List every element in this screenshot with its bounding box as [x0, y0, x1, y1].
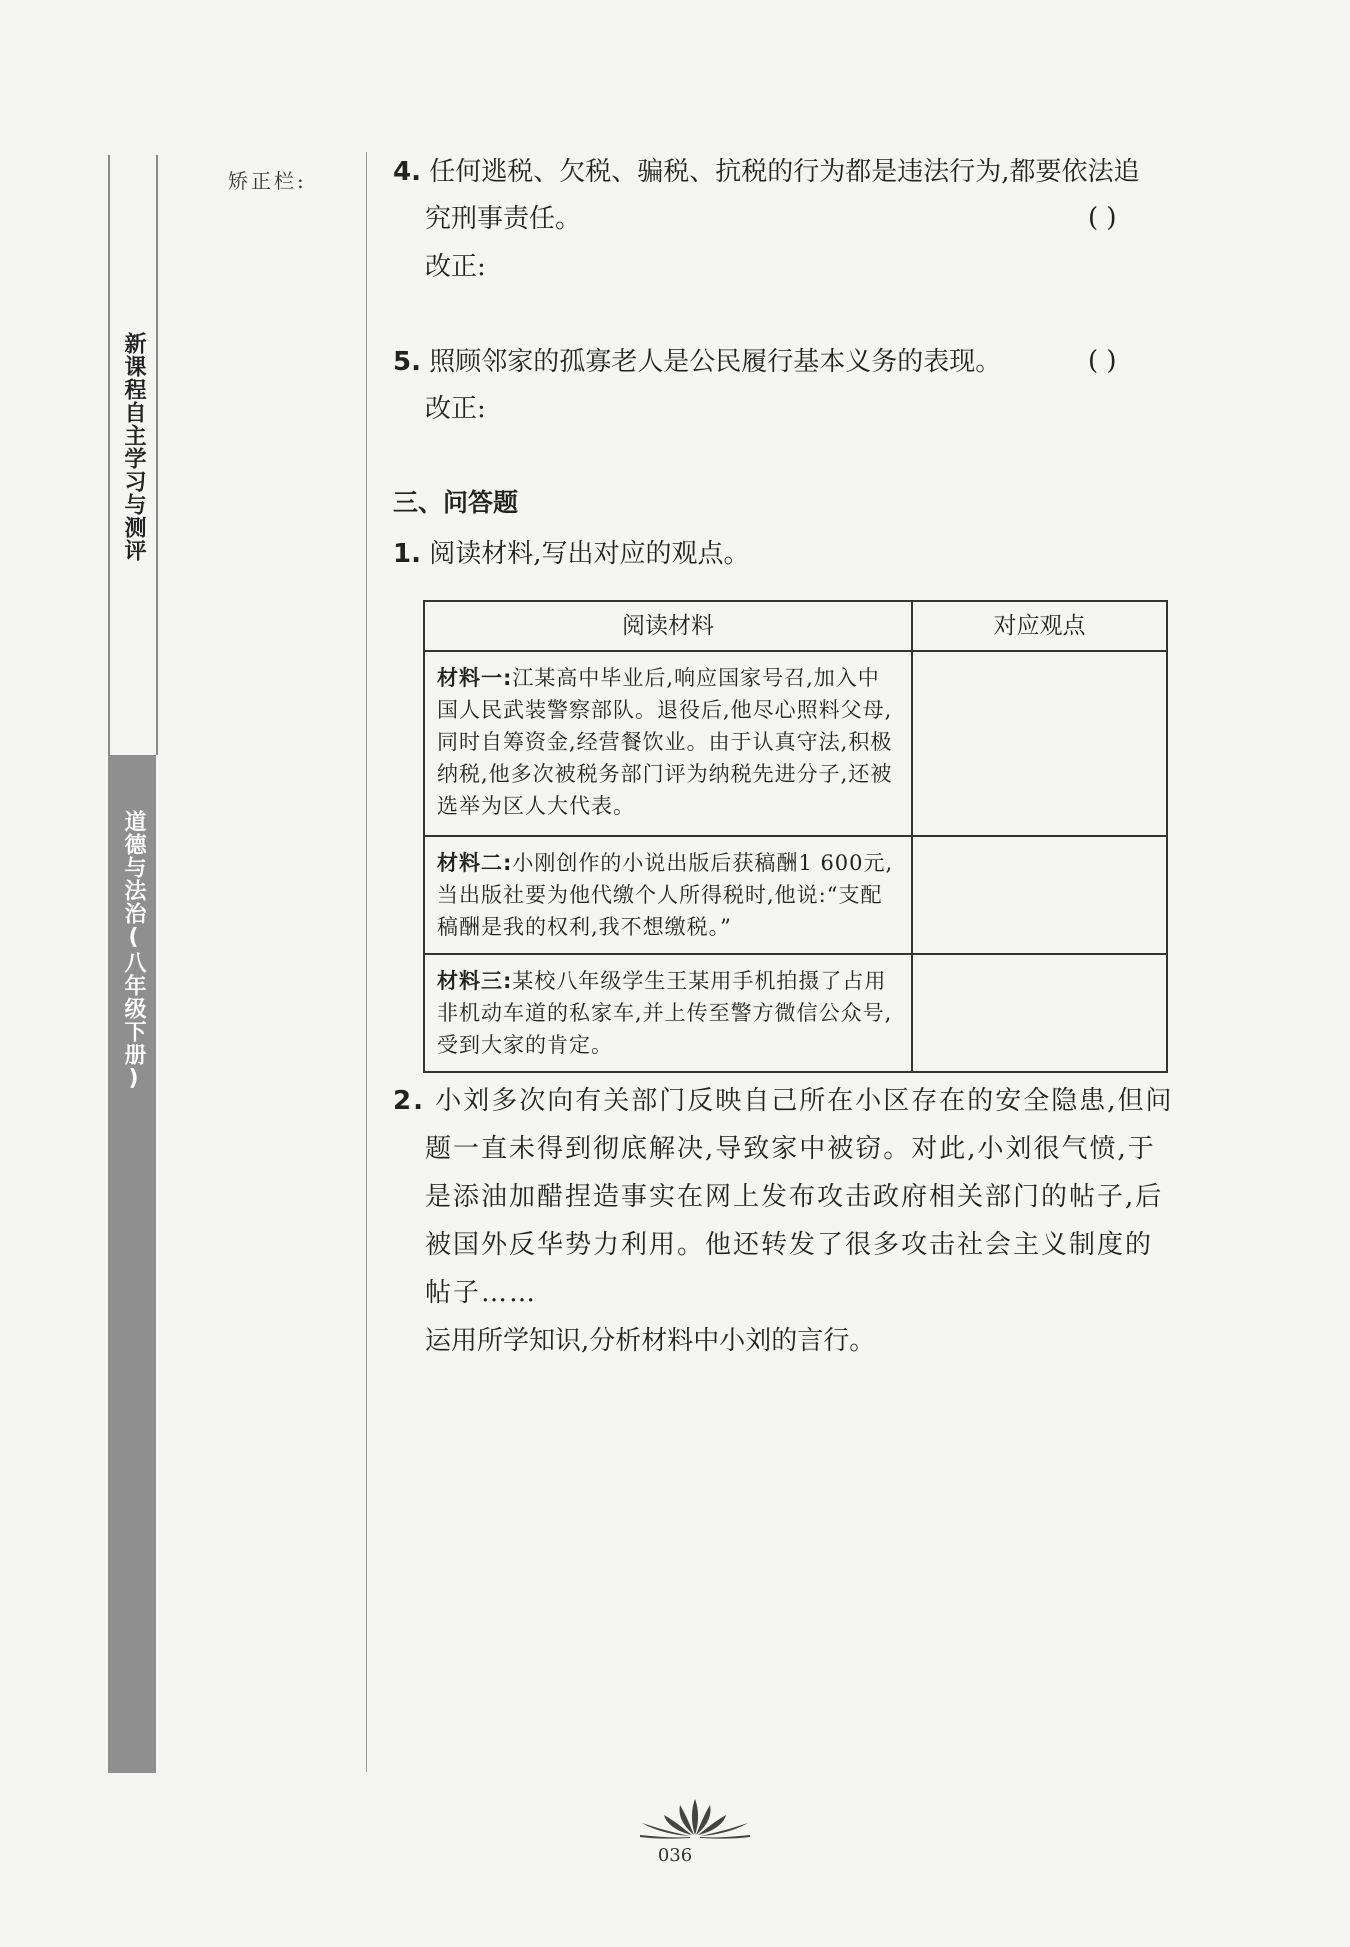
qa-2-line	[393, 1077, 1174, 1125]
header-corresponding-view: 对应观点	[912, 601, 1167, 651]
question-4-number: 4.	[393, 157, 421, 187]
question-5-text: 照顾邻家的孤寡老人是公民履行基本义务的表现。	[429, 347, 1002, 377]
series-title: 新课程自主学习与测评	[121, 332, 146, 562]
qa-1-number: 1.	[393, 539, 421, 569]
qa-1-text: 阅读材料,写出对应的观点。	[429, 539, 750, 569]
reading-material-table	[423, 600, 1168, 1073]
material-label: 材料三:	[437, 969, 513, 993]
material-text: 小刚创作的小说出版后获稿酬1 600元,当出版社要为他代缴个人所得税时,他说:“支配稿酬是我的权利,我不想缴税。”	[437, 851, 894, 939]
qa-2-line: 题一直未得到彻底解决,导致家中被窃。对此,小刘很气愤,于	[425, 1134, 1156, 1164]
answer-cell[interactable]	[912, 954, 1167, 1072]
material-cell	[424, 651, 912, 836]
material-text: 某校八年级学生王某用手机拍摄了占用非机动车道的私家车,并上传至警方微信公众号,受到大家的肯定。	[437, 969, 893, 1057]
question-4-correction: 改正:	[425, 252, 486, 282]
margin-divider	[366, 152, 367, 1772]
page-ornament-icon	[620, 1795, 770, 1840]
question-4-answer-blank[interactable]: ( )	[1088, 203, 1117, 233]
material-text: 江某高中毕业后,响应国家号召,加入中国人民武装警察部队。退役后,他尽心照料父母,同时自筹资金,经营餐饮业。由于认真守法,积极纳税,他多次被税务部门评为纳税先进分子,还被选举为区人大代表。	[437, 666, 893, 818]
qa-2-line: 被国外反华势力利用。他还转发了很多攻击社会主义制度的	[425, 1230, 1154, 1260]
qa-2	[393, 1077, 1174, 1365]
table-row	[424, 651, 1167, 836]
qa-1-prompt	[393, 530, 750, 578]
qa-2-line: 帖子……	[425, 1278, 538, 1308]
question-4-text: 任何逃税、欠税、骗税、抗税的行为都是违法行为,都要依法追	[429, 157, 1140, 187]
section-title: 三、问答题	[393, 488, 519, 517]
material-cell	[424, 836, 912, 954]
question-5-answer-blank[interactable]: ( )	[1088, 346, 1117, 376]
material-label: 材料二:	[437, 851, 513, 875]
qa-2-line: 是添油加醋捏造事实在网上发布攻击政府相关部门的帖子,后	[425, 1182, 1164, 1212]
page-number: 036	[657, 1845, 693, 1866]
question-5-correction: 改正:	[425, 394, 486, 424]
material-cell	[424, 954, 912, 1072]
table-row	[424, 954, 1167, 1072]
qa-2-task: 运用所学知识,分析材料中小刘的言行。	[425, 1326, 876, 1356]
question-4-line1	[393, 148, 1140, 196]
table-row	[424, 836, 1167, 954]
table-header-row	[424, 601, 1167, 651]
question-4-line2: 究刑事责任。	[425, 204, 582, 234]
material-label: 材料一:	[437, 666, 513, 690]
header-reading-material: 阅读材料	[424, 601, 912, 651]
qa-2-text: 小刘多次向有关部门反映自己所在小区存在的安全隐患,但问	[435, 1086, 1174, 1116]
qa-2-number: 2.	[393, 1086, 425, 1116]
answer-cell[interactable]	[912, 651, 1167, 836]
question-5	[393, 338, 1001, 386]
answer-cell[interactable]	[912, 836, 1167, 954]
subject-title: 道德与法治(八年级下册)	[121, 810, 146, 1092]
question-5-number: 5.	[393, 347, 421, 377]
correction-column-label: 矫正栏:	[228, 169, 307, 193]
